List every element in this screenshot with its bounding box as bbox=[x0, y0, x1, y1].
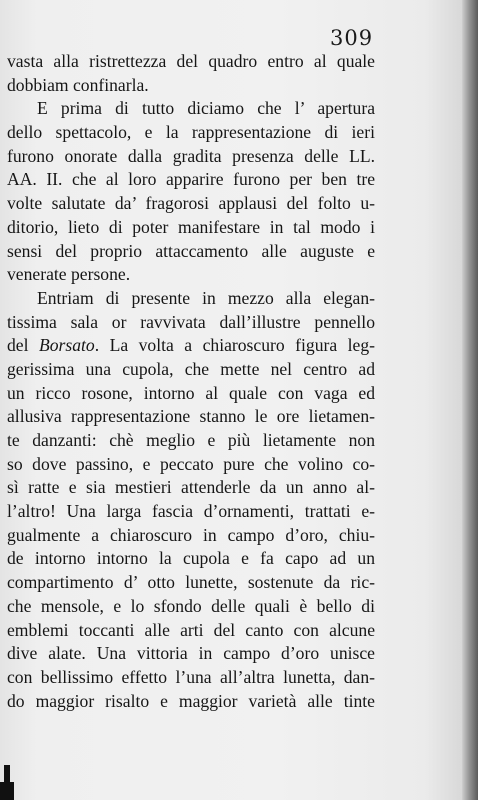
text-line: dobbiam confinarla. bbox=[7, 74, 149, 95]
text-line: emblemi toccanti alle arti del canto con alcune bbox=[7, 619, 375, 640]
text-line: gualmente a chiaroscuro in campo d’oro, chiu- bbox=[7, 524, 375, 545]
text-line: do maggior risalto e maggior varietà alle tinte bbox=[7, 690, 375, 711]
page-edge-shadow bbox=[462, 0, 478, 800]
text-line: sensi del proprio attaccamento alle auguste e bbox=[7, 240, 375, 261]
page-number: 309 bbox=[330, 26, 374, 50]
italic-name: Borsato bbox=[38, 335, 95, 356]
text-line: volte salutate da’ fragorosi applausi del folto u- bbox=[7, 193, 375, 214]
text-line: Entriam di presente in mezzo alla elegan- bbox=[37, 287, 375, 308]
text-fragment: del bbox=[7, 335, 39, 356]
body-text bbox=[7, 50, 375, 713]
text-line: so dove passino, e peccato pure che volino co- bbox=[7, 453, 375, 474]
text-line: gerissima una cupola, che mette nel centro ad bbox=[7, 358, 375, 379]
text-line: un ricco rosone, intorno al quale con vaga ed bbox=[7, 382, 375, 403]
text-line-with-italic bbox=[7, 334, 375, 358]
text-line: furono onorate dalla gradita presenza delle LL. bbox=[7, 145, 375, 166]
text-line: te danzanti: chè meglio e più lietamente non bbox=[7, 430, 375, 450]
text-line: ditorio, lieto di poter manifestare in tal modo i bbox=[7, 216, 375, 237]
text-line: compartimento d’ otto lunette, sostenute da ric- bbox=[7, 572, 375, 593]
text-line: venerate persone. bbox=[7, 264, 131, 285]
text-fragment: . La volta a chiaroscuro figura leg- bbox=[94, 335, 375, 356]
text-line: de intorno intorno la cupola e fa capo ad un bbox=[7, 548, 375, 569]
text-line: dive alate. Una vittoria in campo d’oro unisce bbox=[7, 643, 375, 664]
text-line: con bellissimo effetto l’una all’altra lunetta, dan- bbox=[7, 666, 375, 687]
text-line: E prima di tutto diciamo che l’ apertura bbox=[37, 98, 375, 119]
text-line: sì ratte e sia mestieri attenderle da un anno al- bbox=[7, 477, 375, 498]
scan-artifact bbox=[0, 782, 14, 800]
text-line: dello spettacolo, e la rappresentazione di ieri bbox=[7, 122, 375, 143]
text-line: che mensole, e lo sfondo delle quali è bello di bbox=[7, 595, 375, 616]
text-line: allusiva rappresentazione stanno le ore lietamen- bbox=[7, 406, 375, 427]
text-line: vasta alla ristrettezza del quadro entro al quale bbox=[7, 51, 375, 71]
text-line: AA. II. che al loro apparire furono per ben tre bbox=[7, 169, 375, 190]
text-line: l’altro! Una larga fascia d’ornamenti, trattati e- bbox=[7, 501, 375, 522]
text-line: tissima sala or ravvivata dall’illustre pennello bbox=[7, 311, 375, 332]
